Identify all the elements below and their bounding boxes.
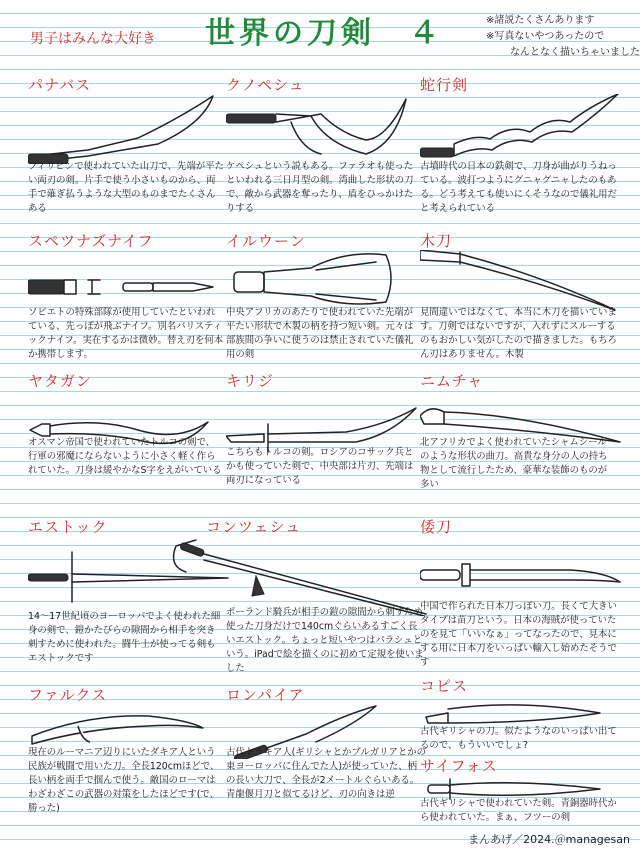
header-tagline: 男子はみんな大好き — [30, 31, 156, 47]
sword-name: サイフォス — [420, 757, 498, 775]
sword-description: こちらもトルコの剣。ロシアのコサック兵とかも使っていた剣で、中央部は片刃、先端は両刃になっている — [226, 447, 414, 486]
sword-name: ロンパイア — [226, 686, 305, 704]
sword-description: フィリピンで使われていた山刀で、先端が平たい両刃の剣。片手で使う小さいものから、両手で薙ぎ払うような大型のものまでたくさんある — [28, 161, 224, 214]
header-note-2: ※写真ないやつあったので — [486, 31, 605, 42]
sword-description: 古代トラキア人(ギリシャとかブルガリアとかの東ヨーロッパに住んでた人)が使っていた、柄の長い大刀で、全長が2メートルぐらいある。青龍偃月刀と似てるけど、刃の向きは逆 — [226, 747, 426, 800]
sword-description: 古墳時代の日本の鉄剣で、刀身が曲がりうねっている。波打つようにグニャグニャしたのもある。どう考えても使いにくそうなので儀礼用だと考えられている — [420, 161, 617, 214]
sword-description: ソビエトの特殊部隊が使用していたといわれている、先っぽが飛ぶナイフ。別名バリスティックナイフ。実在するかは微妙。替え刃を何本か携帯します。 — [28, 307, 224, 360]
sword-description: 北アフリカでよく使われていたシャムシールのような形状の曲刀。高貴な身分の人の持ち物として流行したため、豪華な装飾のものが多い — [420, 437, 608, 490]
sword-description: 見間違いではなくて、本当に木刀を描いています。刀剣ではないですが、入れずにスルーするのもおかしい気がしたので描きました。もちろん刃はありません。木製 — [420, 307, 617, 360]
sword-description: 現在のルーマニア辺りにいたダキア人という民族が戦闘で用いた刀。全長120cmほどで、長い柄を両手で掴んで使う。敵国のローマはわざわざこの武器の対策をしたほどです(で、勝った) — [28, 747, 220, 814]
khopesh-illustration — [226, 94, 431, 164]
sword-description: 14〜17世紀頃のヨーロッパでよく使われた細身の剣で、鎧かたびらの隙間から相手を突き刺すために使われた。闘牛士が使ってる剣もエストックです — [28, 611, 221, 664]
sword-name: パナバス — [28, 76, 92, 94]
sword-name: キリジ — [226, 372, 275, 390]
sword-name: ファルクス — [28, 686, 108, 704]
author-credit: まんあげ／2024.＠managesan — [468, 833, 630, 846]
sword-name: イルウーン — [226, 232, 306, 250]
sword-description: オスマン帝国で使われていたトルコの剣で、行軍の邪魔にならないように小さく軽く作られていた。刀身は緩やかなS字をえがいている — [28, 437, 222, 476]
sword-name: エストック — [28, 518, 108, 536]
sword-name: ヤタガン — [28, 372, 92, 390]
header-note-3: なんとなく描いちゃいました — [510, 47, 640, 58]
sword-name: スペツナズナイフ — [28, 232, 154, 250]
sword-name: 倭刀 — [420, 518, 453, 536]
sword-description: ケペシュという説もある。ファラオも使ったといわれる三日月型の剣。湾曲した形状の刀で、敵から武器を奪ったり、盾をひっかけたりする — [226, 161, 414, 214]
panabas-illustration — [28, 94, 233, 164]
sword-name: コピス — [420, 677, 469, 695]
sword-description: 中央アフリカのあたりで使われていた先端が平たい形状で木製の柄を持つ短い剣。元々は部族間の争いに使うのは禁止されていた儀礼用の剣 — [226, 307, 414, 360]
sword-description: ポーランド騎兵が相手の鎧の隙間から刺すため使った刀身だけで140cmぐらいあるすごく長いエストック。ちょっと短いやつはパラシュという。iPadで絵を描くのに初めて定規を使いました — [226, 607, 424, 674]
page-title: 世界の刀剣 ４ — [205, 16, 443, 51]
koncerz-illustration — [166, 536, 431, 616]
dakoken-illustration — [420, 94, 625, 164]
sword-name: 木刀 — [420, 232, 453, 250]
sword-description: 中国で作られた日本刀っぽい刀。長くて大きいタイプは苗刀という。日本の海賊が使っていたのを見て「いいなぁ」ってなったので、見本にする用に日本刀をいっぱい輸入し始めたそうです — [420, 601, 617, 668]
header-note-1: ※諸説たくさんあります — [486, 15, 595, 26]
sword-name: ニムチャ — [420, 372, 484, 390]
kopis-illustration — [420, 695, 625, 729]
sword-name: クノペシュ — [226, 76, 305, 94]
sword-description: 古代ギリシャで使われていた剣。青銅器時代から使われていた。まぁ、フツーの剣 — [420, 798, 617, 823]
sword-name: 蛇行剣 — [420, 76, 469, 94]
sword-name: コンツェシュ — [206, 518, 302, 536]
sword-description: 古代ギリシャの刀。似たようなのいっぱい出てるので、もういいでしょ? — [420, 726, 617, 751]
